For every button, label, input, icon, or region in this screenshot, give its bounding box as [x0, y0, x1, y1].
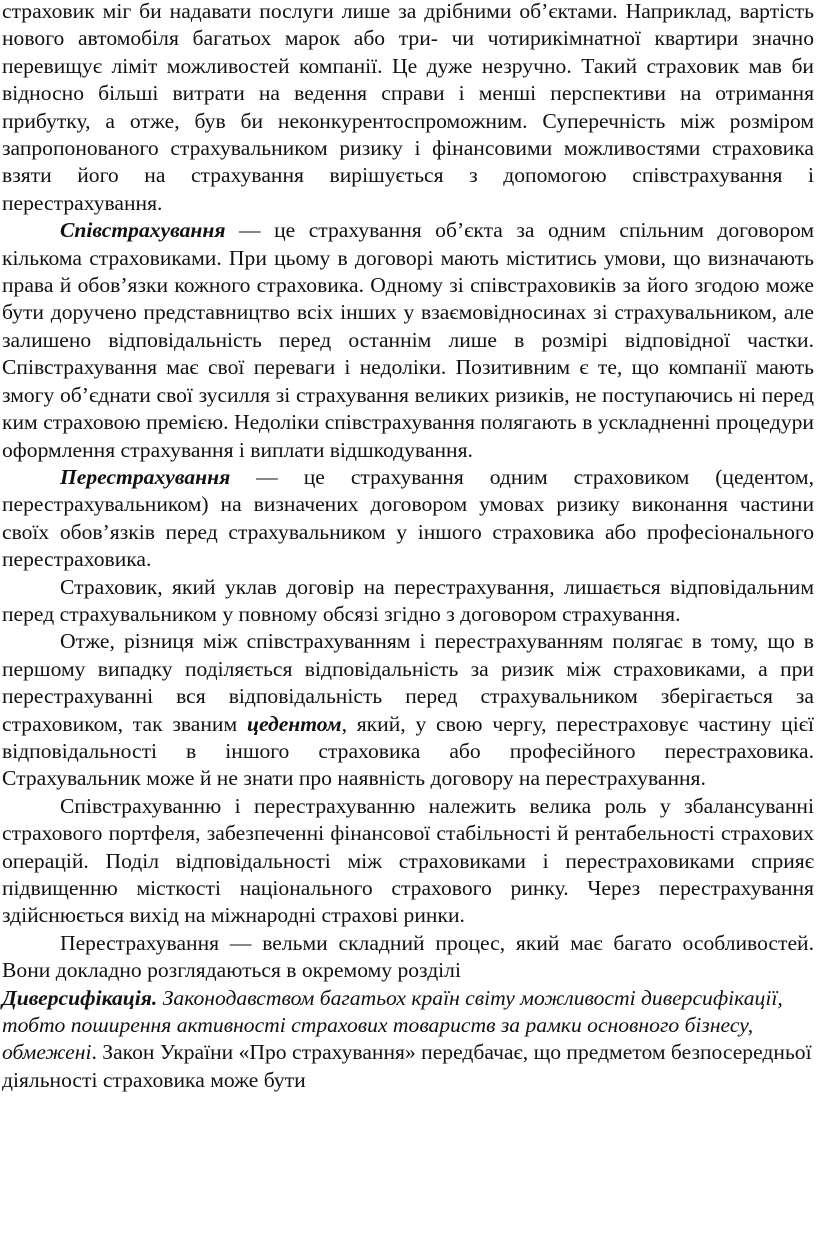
paragraph-difference-after: , який, у свою чергу, перестраховує частину цієї відповідальності в іншого страховика або професійного перестраховика. Страхувальник може й не знати про наявність договору на перестрахування.	[2, 711, 815, 791]
paragraph-reinsurance-text: — це страхування одним страховиком (цедентом, перестрахувальником) на визначених договором умовах ризику виконання частини своїх обов’язків перед страхувальником у іншого страховика або професіонального перестраховика.	[2, 464, 814, 572]
document-page	[2, 0, 814, 1094]
paragraph-role	[2, 793, 814, 930]
paragraph-complex-process-text: Перестрахування — вельми складний процес, який має багато особливостей. Вони докладно розглядаються в окремому розділі	[2, 930, 814, 983]
paragraph-reinsurance	[2, 464, 814, 574]
paragraph-insurer-liability-text: Страховик, який уклав договір на перестрахування, лишається відповідальним перед страхувальником у повному обсязі згідно з договором страхування.	[2, 574, 814, 626]
paragraph-coinsurance	[2, 217, 814, 464]
term-cedent: цедентом	[246, 711, 342, 736]
paragraph-complex-process	[2, 930, 814, 985]
paragraph-intro-text: страховик міг би надавати послуги лише за дрібними об’єктами. Наприклад, вартість нового автомобіля багатьох марок або три- чи чотирикімнатної квартири значно перевищує ліміт можливостей компанії. Це дуже незручно. Такий страховик мав би відносно більші витрати на ведення справи і менші перспективи на отримання прибутку, а отже, був би неконкурентоспроможним. Суперечність між розміром запропонованого страхувальником ризику і фінансовими можливостями страховика взяти його на страхування вирішується з допомогою співстрахування і перестрахування.	[2, 0, 814, 215]
term-coinsurance: Співстрахування	[60, 218, 226, 243]
paragraph-role-text: Співстрахуванню і перестрахуванню належить велика роль у збалансуванні страхового портфеля, забезпеченні фінансової стабільності й рентабельності страхових операцій. Поділ відповідальності між страховиками і перестраховиками сприяє підвищенню місткості національного страхового ринку. Через перестрахування здійснюється вихід на міжнародні страхові ринки.	[2, 793, 814, 928]
paragraph-difference	[2, 628, 814, 792]
paragraph-diversification-italic: Законодавством багатьох країн світу можливості диверсифікації, тобто поширення активності страхових товариств за рамки основного бізнесу, обмежені	[2, 985, 783, 1065]
term-reinsurance: Перестрахування	[60, 464, 231, 489]
paragraph-insurer-liability	[2, 574, 814, 629]
paragraph-diversification-after: . Закон України «Про страхування» передбачає, що предметом безпосередньої діяльності страховика може бути	[2, 1040, 812, 1092]
paragraph-coinsurance-text: — це страхування об’єкта за одним спільним договором кількома страховиками. При цьому в договорі мають міститись умови, що визначають права й обов’язки кожного страховика. Одному зі співстраховиків за його згодою може бути доручено представництво всіх інших у взаємовідносинах зі страхувальником, але залишено відповідальність перед останнім лише в розмірі відповідної частки. Співстрахування має свої переваги і недоліки. Позитивним є те, що компанії мають змогу об’єднати свої зусилля зі страхування великих ризиків, не поступаючись ні перед ким страховою премією. Недоліки співстрахування полягають в ускладненні процедури оформлення страхування і виплати відшкодування.	[2, 218, 814, 462]
term-diversification: Диверсифікація.	[2, 985, 158, 1010]
paragraph-diversification	[2, 985, 814, 1095]
paragraph-intro	[2, 0, 814, 217]
paragraph-difference-before: Отже, різниця між співстрахуванням і перестрахуванням полягає в тому, що в першому випадку поділяється відповідальність за ризик між страховиками, а при перестрахуванні вся відповідальність перед страхувальником зберігається за страховиком, так званим	[2, 629, 814, 736]
